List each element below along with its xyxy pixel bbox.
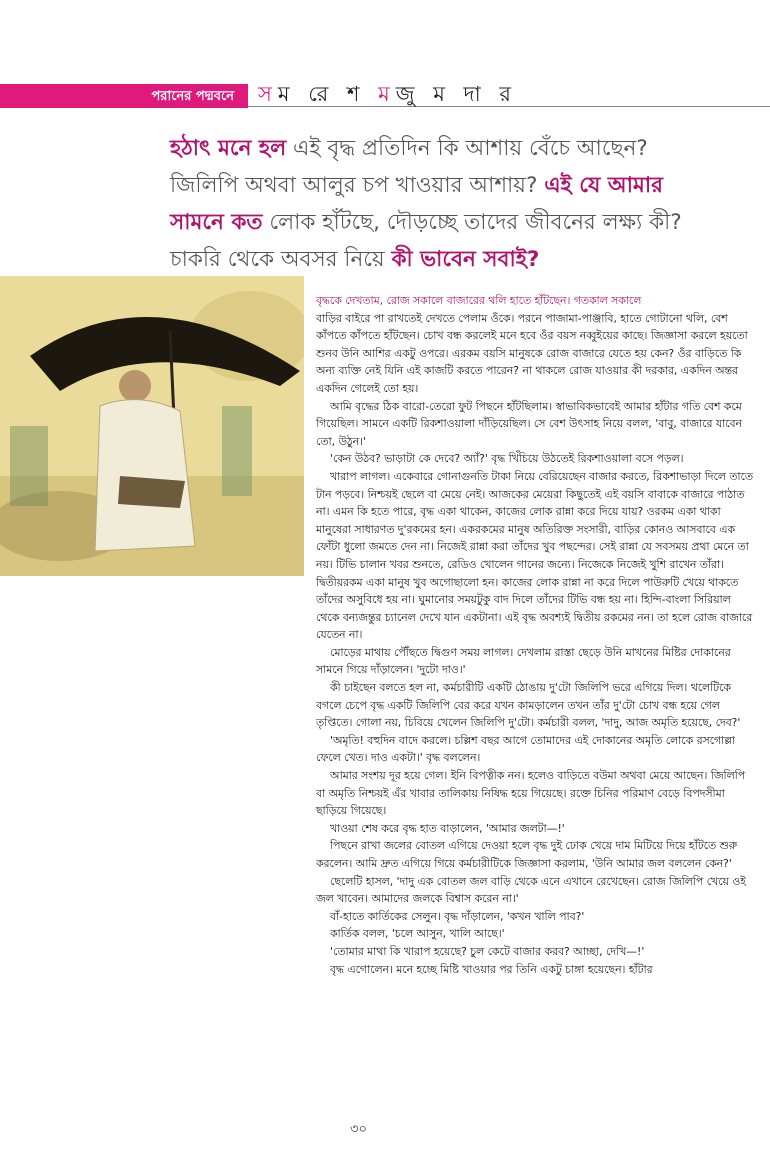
article-paragraph: পিছনে রাখা জলের বোতল এগিয়ে দেওয়া হলে বৃদ্ধ দুই ঢোক খেয়ে দাম মিটিয়ে দিয়ে হাঁটতে শুরু করলেন। আমি দ্রুত এগিয়ে গিয়ে কর্মচারীটিকে জিজ্ঞাসা করলাম, 'উনি আমার জল বললেন কেন?' xyxy=(316,839,738,870)
pull-quote-highlight: এই যে আমার xyxy=(544,173,663,198)
pull-quote-text: এই বৃদ্ধ প্রতিদিন কি আশায় বেঁচে আছেন? xyxy=(286,136,648,161)
pull-quote-line xyxy=(170,167,750,204)
pull-quote-highlight: কী ভাবেন সবাই? xyxy=(391,247,540,272)
author-name-part: ম রে শ xyxy=(277,82,379,106)
pull-quote-text: লোক হাঁটছে, দৌড়চ্ছে তাদের জীবনের লক্ষ্য কী? xyxy=(262,210,682,235)
article-paragraph: 'অমৃতি! বহুদিন বাদে করলে। চল্লিশ বছর আগে তোমাদের এই দোকানের অমৃতি লোকে রসগোল্লা ফেলে খেত। দাও একটা।' বৃদ্ধ বললেন। xyxy=(316,733,736,765)
article-paragraph: কার্তিক বলল, 'চলে আসুন, খালি আছে।' xyxy=(330,927,505,941)
pull-quote-text: জিলিপি অথবা আলুর চপ খাওয়ার আশায়? xyxy=(170,173,545,198)
article-paragraph: খারাপ লাগল। একেবারে গোনাগুনতি টাকা নিয়ে বেরিয়েছেন বাজার করতে, রিকশাভাড়া দিলে তাতে টান পড়বে। নিশ্চয়ই ছেলে বা মেয়ে নেই। আজকের মেয়েরা কিছুতেই এই বয়সি বাবাকে বাজারে পাঠাত না। এমন কি হতে পারে, বৃদ্ধ একা থাকেন, কাজের লোক রান্না করে দিয়ে যায়? ওরকম একা থাকা মানুষেরা সাধারণত দু'রকমের হন। একরকমের মানুষ অতিরিক্ত সংসারী, বাড়ির কোনও আসবাবে এক ফোঁটা ধুলো জমতে দেন না। নিজেই রান্না করা তাঁদের খুব পছন্দের। সেই রান্না যে সবসময় প্রথা মেনে তা নয়। টিভি চালান খবর শুনতে, রেডিও খোলেন গানের জন্যে। নিজেকে নিজেই খুশি রাখেন তাঁরা। দ্বিতীয়রকম একা মানুষ খুব অগোছালো হন। কাজের লোক রান্না না করে দিলে পাউরুটি খেয়ে থাকতে তাঁদের অসুবিধে হয় না। ঘুমানোর সময়টুকু বাদ দিলে তাঁদের টিভি বন্ধ হয় না। হিন্দি-বাংলা সিরিয়াল থেকে বন্যজন্তুর চ্যানেল দেখে যান একটানা। এই বৃদ্ধ অবশ্যই দ্বিতীয় রকমের নন। তা হলে রোজ বাজারে যেতেন না। xyxy=(316,469,753,642)
pull-quote xyxy=(170,130,750,278)
elderly-man-umbrella-illustration xyxy=(0,276,304,576)
article-paragraph: আমার সংশয় দূর হয়ে গেল। ইনি বিপত্নীক নন। হলেও বাড়িতে বউমা অথবা মেয়ে আছেন। জিলিপি বা অমৃতি নিশ্চয়ই এঁর খাবার তালিকায় নিষিদ্ধ হয়ে গিয়েছে। রক্তে চিনির পরিমাণ বেড়ে বিপদসীমা ছাড়িয়ে গিয়েছে। xyxy=(316,769,746,818)
lead-text: বৃদ্ধকে দেখতাম, রোজ সকালে বাজারের থলি হাতে হাঁটছেন। গতকাল সকালে xyxy=(316,294,642,307)
article-body xyxy=(316,292,756,978)
article-paragraph: 'কেন উঠব? ভাড়াটা কে দেবে? অ্যাঁ?' বৃদ্ধ খিঁচিয়ে উঠতেই রিকশাওয়ালা বসে পড়ল। xyxy=(330,452,684,466)
series-band xyxy=(0,84,248,108)
article-paragraph: কী চাইছেন বলতে হল না, কর্মচারীটি একটি ঠোঙায় দু'টো জিলিপি ভরে এগিয়ে দিল। থলেটিকে বগলে চেপে বৃদ্ধ একটি জিলিপি বের করে যখন কামড়ালেন তখন তাঁর দু'টো চোখ বন্ধ হয়ে গেল তৃপ্তিতে। গোলা নয়, চিবিয়ে খেলেন জিলিপি দু'টো। কর্মচারী বলল, 'দাদু, আজ অমৃতি হয়েছে, দেব?' xyxy=(316,681,741,730)
article-paragraph: বাঁ-হাতে কার্তিকের সেলুন। বৃদ্ধ দাঁড়ালেন, 'কখন খালি পাব?' xyxy=(330,909,585,923)
pull-quote-line xyxy=(170,241,750,278)
pull-quote-line xyxy=(170,204,750,241)
article-paragraph: ছেলেটি হাসল, 'দাদু এক বোতল জল বাড়ি থেকে এনে এখানে রেখেছেন। রোজ জিলিপি খেয়ে ওই জল খাবেন। আমাদের জলকে বিশ্বাস করেন না।' xyxy=(316,874,746,906)
series-title: পরানের পদ্মবনে xyxy=(151,89,234,104)
page-number: ৩০ xyxy=(350,1122,367,1137)
article-paragraph: 'তোমার মাথা কি খারাপ হয়েছে? চুল কেটে বাজার করব? আচ্ছা, দেখি—!' xyxy=(330,944,645,958)
pull-quote-highlight: সামনে কত xyxy=(170,210,263,235)
article-paragraph: মোড়ের মাথায় পৌঁছতে দ্বিগুণ সময় লাগল। দেখলাম রাস্তা ছেড়ে উনি মাখনের মিষ্টির দোকানের সামনে গিয়ে দাঁড়ালেন। 'দুটো দাও।' xyxy=(316,645,731,677)
article-paragraph: বৃদ্ধ এগোলেন। মনে হচ্ছে মিষ্টি খাওয়ার পর তিনি একটু চাঙ্গা হয়েছেন। হাঁটার xyxy=(330,962,653,976)
article-photo xyxy=(0,276,304,576)
article-paragraph: আমি বৃদ্ধের ঠিক বারো-তেরো ফুট পিছনে হাঁটছিলাম। স্বাভাবিকভাবেই আমার হাঁটার গতি বেশ কমে গিয়েছিল। সামনে একটি রিকশাওয়ালা দাঁড়িয়েছিল। সে বেশ উৎসাহ নিয়ে বলল, 'বাবু, বাজারে যাবেন তো, উঠুন।' xyxy=(316,399,742,448)
author-name-part: ম xyxy=(378,82,396,106)
author-name-part: স xyxy=(258,82,278,106)
article-paragraph: বাড়ির বাইরে পা রাখতেই দেখতে পেলাম ওঁকে। পরনে পাজামা-পাঞ্জাবি, হাতে গোটানো থলি, বেশ কাঁপতে কাঁপতে হাঁটছেন। চোখ বন্ধ করলেই মনে হবে ওঁর বয়স নব্বুইয়ের কাছে। জিজ্ঞাসা করলে হয়তো শুনব উনি আশির একটু ওপরে। এরকম বয়সি মানুষকে রোজ বাজারে যেতে হয় কেন? ওঁর বাড়িতে কি অন্য ব্যক্তি নেই যিনি এই কাজটি করতে পারেন? না থাকলে রোজ যাওয়ার কী দরকার, একদিন অন্তর একদিন গেলেই তো হয়। xyxy=(316,311,748,395)
pull-quote-highlight: হঠাৎ মনে হল xyxy=(170,136,287,161)
article-paragraph: খাওয়া শেষ করে বৃদ্ধ হাত বাড়ালেন, 'আমার জলটা—!' xyxy=(330,821,565,835)
pull-quote-line xyxy=(170,130,750,167)
article-lead xyxy=(316,292,756,310)
author-name-part: জু ম দা র xyxy=(395,82,517,106)
pull-quote-text: চাকরি থেকে অবসর নিয়ে xyxy=(170,247,392,272)
author-name xyxy=(258,78,517,113)
